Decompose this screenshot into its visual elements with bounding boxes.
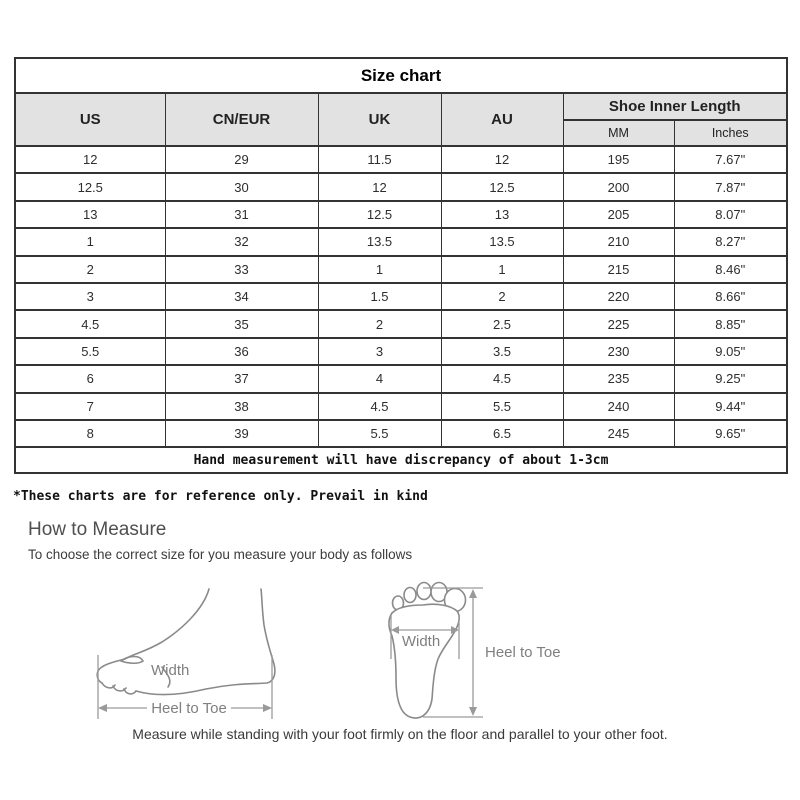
table-row <box>15 338 787 365</box>
how-to-measure-heading: How to Measure <box>28 519 167 540</box>
table-row <box>15 173 787 200</box>
size-cell: 6 <box>15 365 165 392</box>
size-cell: 2 <box>15 256 165 283</box>
size-cell: 35 <box>165 310 318 337</box>
side-width-label: Width <box>151 662 190 679</box>
size-cell: 29 <box>165 146 318 173</box>
size-cell: 235 <box>563 365 674 392</box>
how-to-measure-subheading: To choose the correct size for you measure your body as follows <box>28 547 413 562</box>
size-cell: 8 <box>15 420 165 447</box>
foot-side-view-diagram <box>85 585 295 730</box>
size-cell: 33 <box>165 256 318 283</box>
size-cell: 4.5 <box>318 393 441 420</box>
sole-heel-to-toe-label: Heel to Toe <box>485 644 561 661</box>
table-row <box>15 228 787 255</box>
foot-side-toes <box>102 683 136 694</box>
table-row <box>15 310 787 337</box>
size-cell: 240 <box>563 393 674 420</box>
size-cell: 225 <box>563 310 674 337</box>
size-cell: 1.5 <box>318 283 441 310</box>
size-cell: 34 <box>165 283 318 310</box>
size-cell: 7.87" <box>674 173 787 200</box>
size-cell: 8.27" <box>674 228 787 255</box>
size-cell: 8.85" <box>674 310 787 337</box>
size-cell: 31 <box>165 201 318 228</box>
size-cell: 4.5 <box>441 365 563 392</box>
size-cell: 9.25" <box>674 365 787 392</box>
size-cell: 32 <box>165 228 318 255</box>
toe-icon <box>404 588 416 603</box>
size-cell: 36 <box>165 338 318 365</box>
table-title-row <box>15 58 787 93</box>
col-header-inches: Inches <box>674 120 787 146</box>
size-cell: 3.5 <box>441 338 563 365</box>
size-cell: 38 <box>165 393 318 420</box>
size-cell: 220 <box>563 283 674 310</box>
size-cell: 12 <box>441 146 563 173</box>
size-cell: 230 <box>563 338 674 365</box>
table-row <box>15 201 787 228</box>
size-cell: 13.5 <box>318 228 441 255</box>
size-cell: 2 <box>441 283 563 310</box>
size-cell: 215 <box>563 256 674 283</box>
size-cell: 11.5 <box>318 146 441 173</box>
size-cell: 8.66" <box>674 283 787 310</box>
size-cell: 30 <box>165 173 318 200</box>
size-cell: 12.5 <box>15 173 165 200</box>
size-cell: 1 <box>15 228 165 255</box>
toe-icon <box>417 583 431 600</box>
table-row <box>15 146 787 173</box>
side-heel-to-toe-label: Heel to Toe <box>151 700 227 717</box>
size-cell: 5.5 <box>318 420 441 447</box>
reference-note: *These charts are for reference only. Prevail in kind <box>13 489 428 504</box>
measure-caption: Measure while standing with your foot firmly on the floor and parallel to your other foot. <box>132 726 668 742</box>
size-cell: 12.5 <box>441 173 563 200</box>
foot-sole-view-diagram <box>365 575 605 730</box>
table-footer-note: Hand measurement will have discrepancy of about 1-3cm <box>15 447 787 473</box>
size-cell: 245 <box>563 420 674 447</box>
size-cell: 13 <box>441 201 563 228</box>
arrowhead-up-icon <box>469 589 477 598</box>
size-cell: 4.5 <box>15 310 165 337</box>
size-cell: 9.65" <box>674 420 787 447</box>
arrowhead-left-icon <box>98 704 107 712</box>
table-row <box>15 256 787 283</box>
table-row <box>15 365 787 392</box>
footprint-outline <box>389 604 459 718</box>
table-row <box>15 420 787 447</box>
size-cell: 13 <box>15 201 165 228</box>
size-cell: 9.44" <box>674 393 787 420</box>
size-chart-table <box>14 57 788 474</box>
col-header-uk: UK <box>318 93 441 146</box>
size-cell: 8.07" <box>674 201 787 228</box>
table-title: Size chart <box>15 58 787 93</box>
size-cell: 210 <box>563 228 674 255</box>
size-cell: 205 <box>563 201 674 228</box>
col-header-cn-eur: CN/EUR <box>165 93 318 146</box>
size-cell: 6.5 <box>441 420 563 447</box>
size-cell: 39 <box>165 420 318 447</box>
size-cell: 9.05" <box>674 338 787 365</box>
arrowhead-down-icon <box>469 707 477 716</box>
size-cell: 200 <box>563 173 674 200</box>
size-cell: 2 <box>318 310 441 337</box>
size-cell: 3 <box>318 338 441 365</box>
size-cell: 2.5 <box>441 310 563 337</box>
size-cell: 13.5 <box>441 228 563 255</box>
size-cell: 1 <box>441 256 563 283</box>
size-cell: 12.5 <box>318 201 441 228</box>
size-cell: 1 <box>318 256 441 283</box>
table-footer-row <box>15 447 787 473</box>
sole-width-label: Width <box>401 633 441 650</box>
col-header-mm: MM <box>563 120 674 146</box>
col-header-shoe-inner-length: Shoe Inner Length <box>563 93 787 120</box>
size-cell: 12 <box>15 146 165 173</box>
table-header-row <box>15 93 787 120</box>
table-row <box>15 393 787 420</box>
size-cell: 195 <box>563 146 674 173</box>
table-row <box>15 283 787 310</box>
size-cell: 5.5 <box>441 393 563 420</box>
size-cell: 7.67" <box>674 146 787 173</box>
table-body <box>15 146 787 447</box>
size-cell: 8.46" <box>674 256 787 283</box>
size-cell: 4 <box>318 365 441 392</box>
size-cell: 37 <box>165 365 318 392</box>
size-cell: 3 <box>15 283 165 310</box>
col-header-au: AU <box>441 93 563 146</box>
size-cell: 5.5 <box>15 338 165 365</box>
size-cell: 12 <box>318 173 441 200</box>
col-header-us: US <box>15 93 165 146</box>
size-cell: 7 <box>15 393 165 420</box>
arrowhead-right-icon <box>263 704 272 712</box>
